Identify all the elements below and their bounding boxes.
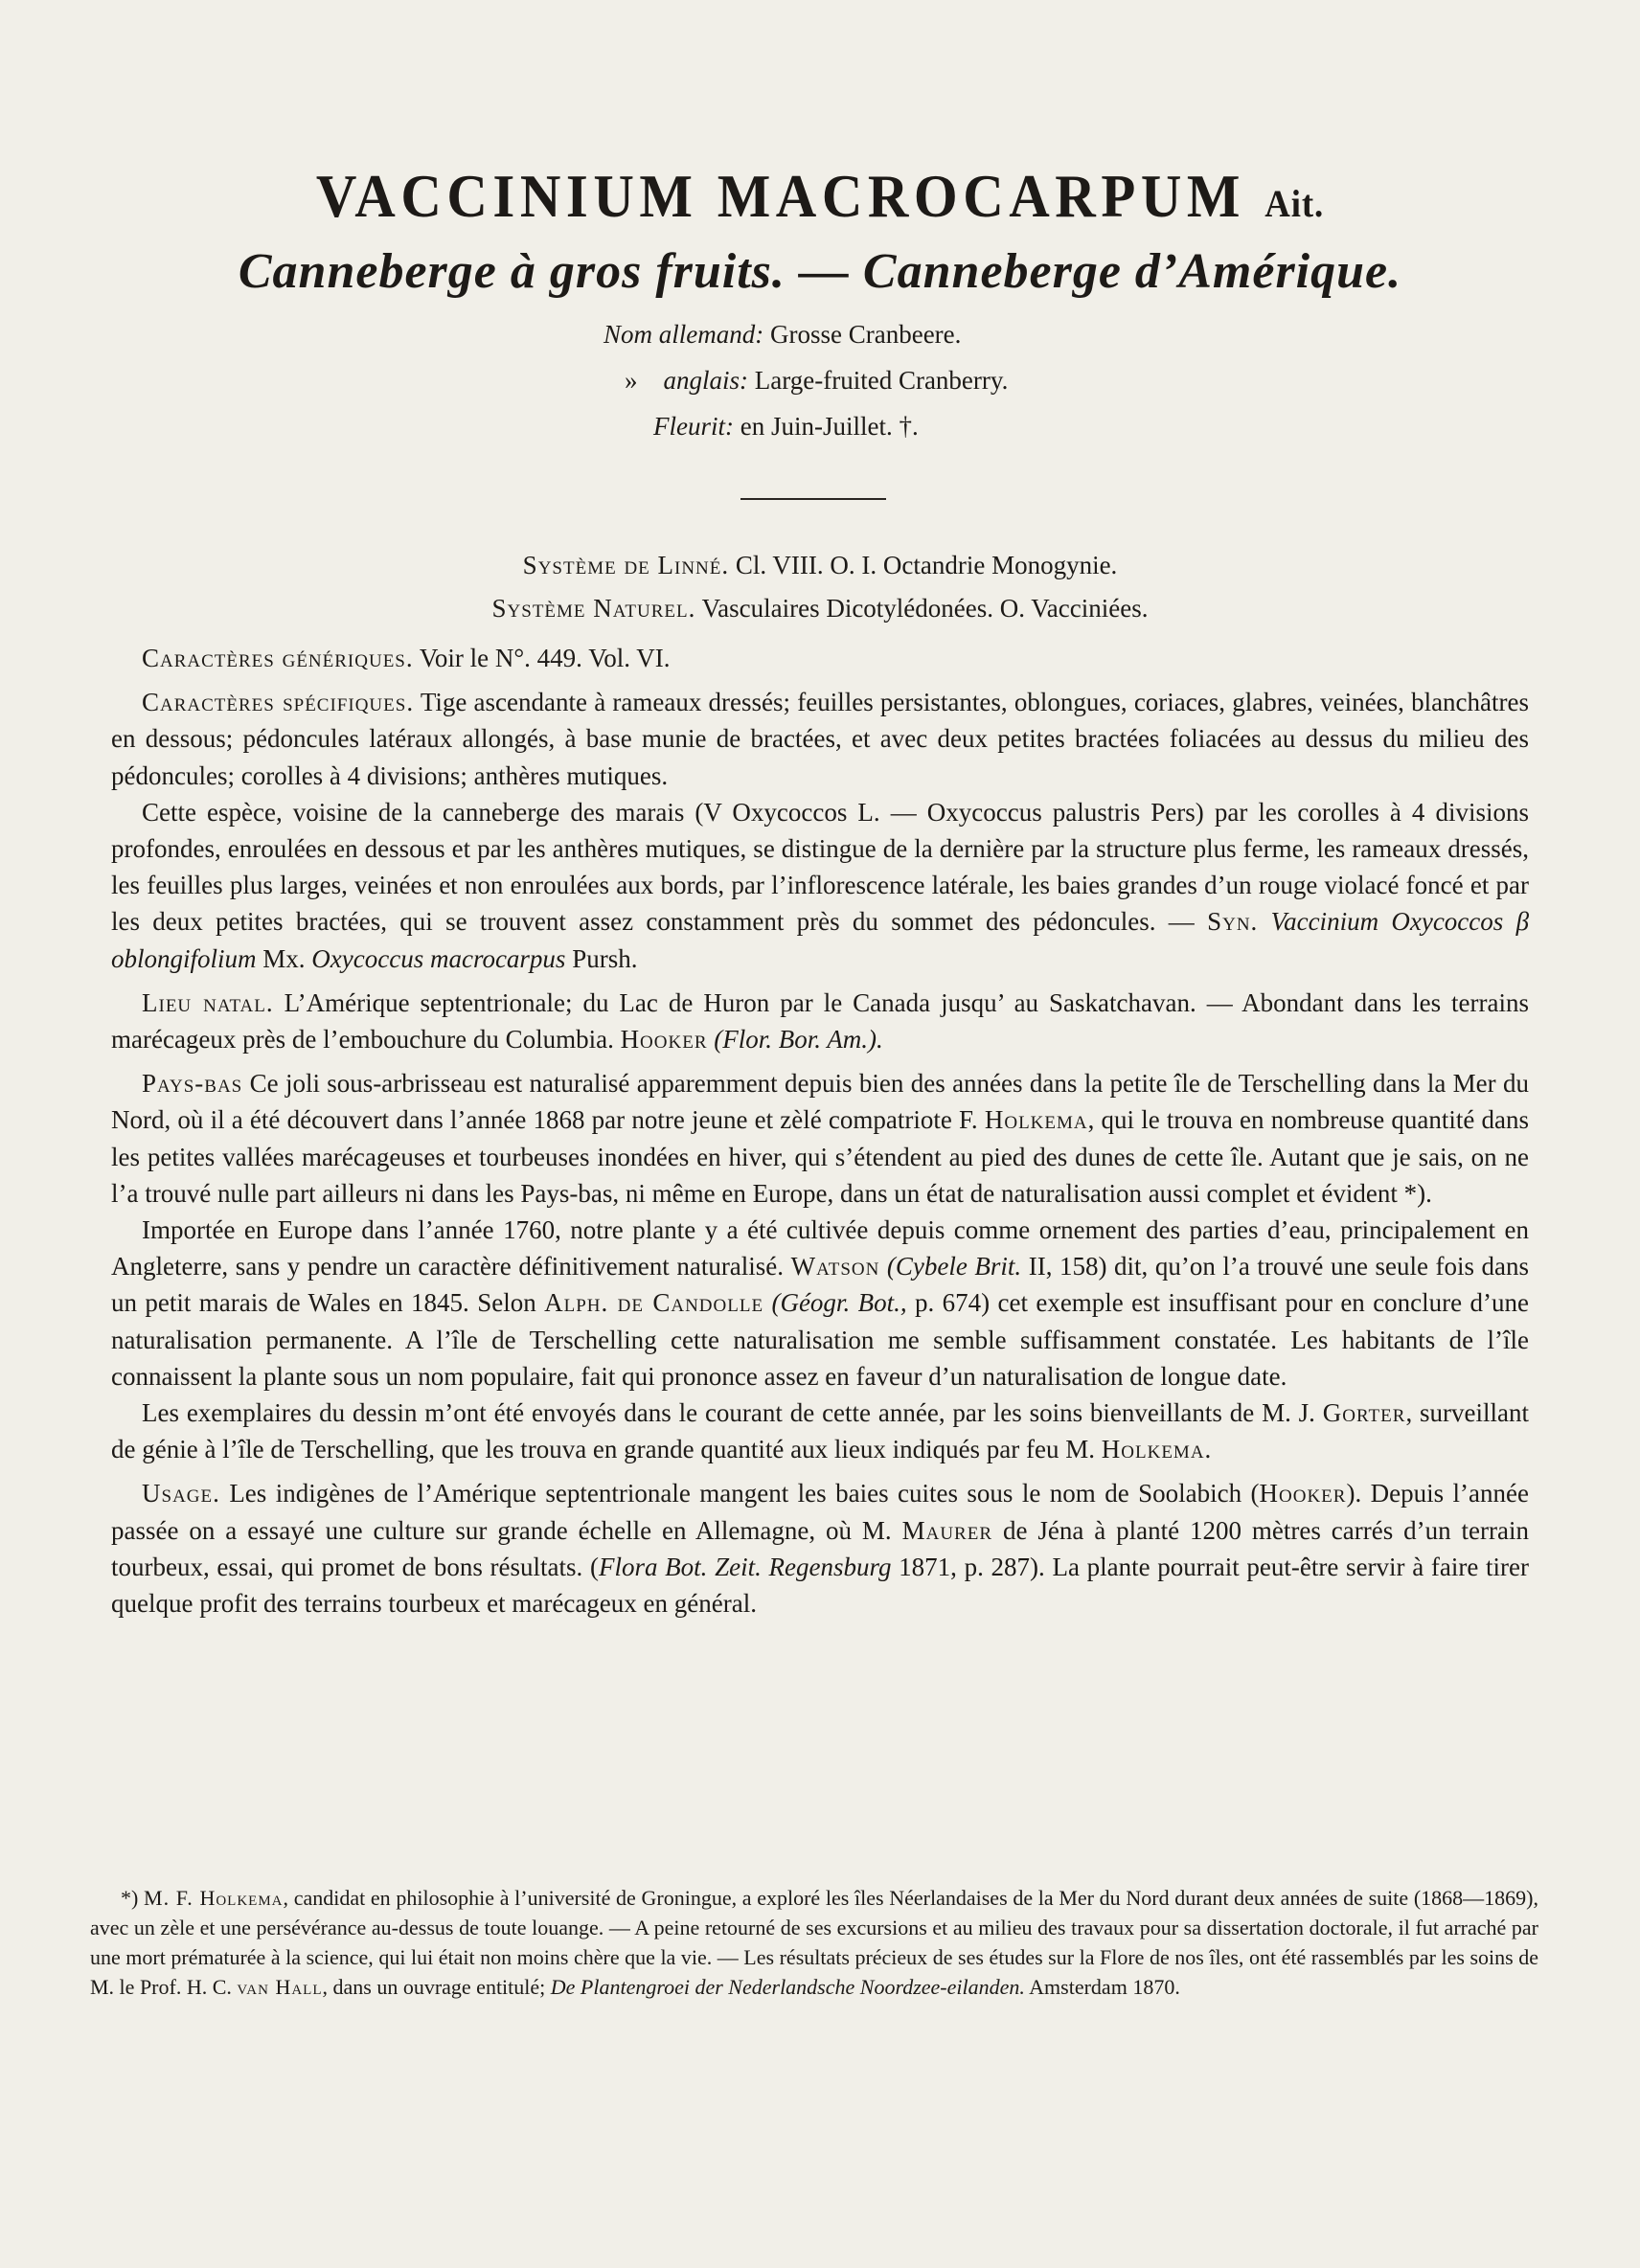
footnote-book: De Plantengroei der Nederlandsche Noordzee-eilanden. [550, 1975, 1025, 1999]
usage-label: Usage. [142, 1479, 220, 1508]
title-block [0, 161, 1640, 300]
comparison-paragraph [111, 794, 1529, 977]
syn-author-2: Pursh. [572, 943, 638, 973]
english-value: Large-fruited Cranberry. [754, 366, 1009, 395]
species-author: Ait. [1264, 182, 1325, 225]
linne-label: Système de Linné. [522, 551, 730, 579]
footnote-marker: *) [121, 1886, 139, 1910]
habitat-ref: (Flor. Bor. Am.). [714, 1025, 883, 1055]
usage-ref: Flora Bot. Zeit. Regensburg [598, 1552, 892, 1581]
specimens-gorter: Gorter [1322, 1398, 1406, 1428]
specimens-holkema: Holkema. [1101, 1435, 1213, 1464]
syn-author-1: Mx. [262, 943, 306, 973]
footnote [90, 1883, 1538, 2002]
import-candolle: Alph. de Candolle [544, 1288, 764, 1318]
usage-maurer: Maurer [901, 1515, 993, 1545]
english-label: anglais: [663, 366, 749, 395]
paysbas-name: Holkema [984, 1105, 1088, 1135]
usage-text-3: de Jéna à planté 1200 mètres carrés d’un terrain tourbeux, essai, qui promet de bons résultats. ( [111, 1515, 1530, 1581]
usage-text-1: Les indigènes de l’Amérique septentrionale mangent les baies cuites sous le nom de Soolabich ( [229, 1479, 1260, 1508]
species-title [65, 161, 1574, 232]
habitat-text: L’Amérique septentrionale; du Lac de Huron par le Canada jusqu’ au Saskatchavan. — Abondant dans les terrains marécageux près de l’embouchure du Columbia. [111, 987, 1530, 1055]
comparison-text: Cette espèce, voisine de la canneberge des marais (V Oxycoccos L. — Oxycoccus palustris Pers) par les corolles à 4 divisions profondes, enroulées en dessous et par les anthères mutiques, se distingue de la dernière par la structure plus ferme, les rameaux dressés, les feuilles plus larges, veinées et non enroulées aux bords, par l’inflorescence latérale, les baies grandes d’un rouge violacé foncé et par les deux petites bractées, qui se trouvent assez constamment près du sommet des pédoncules. — [111, 797, 1529, 937]
specific-characters [111, 684, 1529, 794]
import-paragraph [111, 1212, 1529, 1395]
specific-label: Caractères spécifiques. [142, 688, 415, 717]
syn-label: Syn. [1207, 907, 1259, 937]
footnote-paragraph [90, 1883, 1538, 2002]
usage-hooker: Hooker [1259, 1479, 1347, 1508]
usage-text-2: ). Depuis l’année passée on a essayé une culture sur grande échelle en Allemagne, où M. [111, 1479, 1529, 1545]
main-text [111, 640, 1529, 1629]
paysbas-text-1: Ce joli sous-arbrisseau est naturalisé apparemment depuis bien des années dans la petite île de Terschelling dans la Mer du Nord, où il a été découvert dans l’année 1868 par notre jeune et zèlé compatriote F. [111, 1069, 1530, 1135]
import-text-1: Importée en Europe dans l’année 1760, notre plante y a été cultivée depuis comme ornement des parties d’eau, principalement en Angleterre, sans y pendre un caractère définitivement naturalisé. [111, 1215, 1529, 1281]
footnote-text-3: Amsterdam 1870. [1029, 1975, 1180, 1999]
flowering-row [653, 412, 919, 442]
specimens-text-2: , surveillant de génie à l’île de Terschelling, que les trouva en grande quantité aux lieux indiqués par feu M. [111, 1398, 1530, 1464]
habitat-paragraph [111, 985, 1529, 1057]
habitat-label: Lieu natal. [142, 987, 274, 1017]
paysbas-text-2: , qui le trouva en nombreuse quantité dans les petites vallées marécageuses et tourbeuses inondées en hiver, qui s’étendent au pied des dunes de cette île. Autant que je sais, on ne l’a trouvé nulle part ailleurs ni dans les Pays-bas, ni même en Europe, dans un état de naturalisation aussi complet et évident *). [111, 1105, 1529, 1208]
linne-system-line [0, 551, 1640, 580]
specific-text: Tige ascendante à rameaux dressés; feuilles persistantes, oblongues, coriaces, glabres, veinées, blanchâtres en dessous; pédoncules latéraux allongés, à base munie de bractées, et avec deux petites bractées foliacées au dessus du milieu des pédoncules; corolles à 4 divisions; anthères mutiques. [111, 688, 1530, 790]
footnote-text-2: , dans un ouvrage entitulé; [322, 1975, 546, 1999]
english-name-row [625, 366, 1008, 396]
specimens-paragraph [111, 1395, 1529, 1467]
german-value: Grosse Cranbeere. [769, 320, 962, 349]
usage-paragraph [111, 1475, 1529, 1622]
common-names-subtitle: Canneberge à gros fruits. — Canneberge d’Amérique. [238, 244, 1402, 299]
footnote-prof-name: van Hall [237, 1975, 323, 1999]
import-text-3: p. 674) cet exemple est insuffisant pour en conclure d’une naturalisation permanente. A l’île de Terschelling cette naturalisation me semble suffisamment constatée. Les habitants de l’île connaissent la plante sous un nom populaire, fait qui prononce assez en faveur d’un naturalisation de longue date. [111, 1288, 1530, 1391]
import-ref-2: (Géogr. Bot., [771, 1288, 907, 1318]
natural-label: Système Naturel. [491, 594, 696, 623]
paysbas-paragraph [111, 1065, 1529, 1212]
syn-name-1: Vaccinium Oxycoccos β oblongifolium [111, 907, 1530, 973]
german-label: Nom allemand: [604, 320, 764, 349]
footnote-name: M. F. Holkema [144, 1886, 284, 1910]
linne-value: Cl. VIII. O. I. Octandrie Monogynie. [735, 551, 1118, 579]
german-name-row [604, 320, 961, 350]
import-text-2: II, 158) dit, qu’on l’a trouvé une seule fois dans un petit marais de Wales en 1845. Selon [111, 1252, 1530, 1318]
specimens-text-1: Les exemplaires du dessin m’ont été envoyés dans le courant de cette année, par les soins bienveillants de M. J. [142, 1398, 1315, 1428]
generic-label: Caractères génériques. [142, 644, 414, 672]
footnote-text-1: , candidat en philosophie à l’université de Groningue, a exploré les îles Néerlandaises de la Mer du Nord durant deux années de suite (1868—1869), avec un zèle et une persévérance au-dessus de toute louange. — A peine retourné de ses excursions et au milieu des travaux pour sa dissertation doctorale, il fut arraché par une mort prématurée à la science, qui lui était non moins chère que la vie. — Les résultats précieux de ses études sur la Flore de nos îles, ont été rassemblés par les soins de M. le Prof. H. C. [90, 1886, 1539, 1999]
usage-text-4: 1871, p. 287). La plante pourrait peut-être servir à faire tirer quelque profit des terrains tourbeux et marécageux en général. [111, 1552, 1529, 1619]
flowering-label: Fleurit: [653, 412, 734, 441]
divider-rule [740, 498, 886, 500]
habitat-ref-author: Hooker [620, 1025, 708, 1055]
import-ref-1: (Cybele Brit. [886, 1252, 1022, 1281]
generic-text: Voir le N°. 449. Vol. VI. [419, 644, 671, 672]
generic-characters [111, 640, 1529, 676]
syn-name-2: Oxycoccus macrocarpus [311, 943, 566, 973]
ditto-mark: » [625, 366, 638, 395]
import-watson: Watson [790, 1252, 880, 1281]
natural-system-line [0, 594, 1640, 624]
paysbas-label: Pays-bas [142, 1069, 243, 1099]
natural-value: Vasculaires Dicotylédonées. O. Vacciniées. [701, 594, 1149, 623]
species-name: VACCINIUM MACROCARPUM [315, 162, 1245, 230]
flowering-value: en Juin-Juillet. †. [740, 412, 919, 441]
